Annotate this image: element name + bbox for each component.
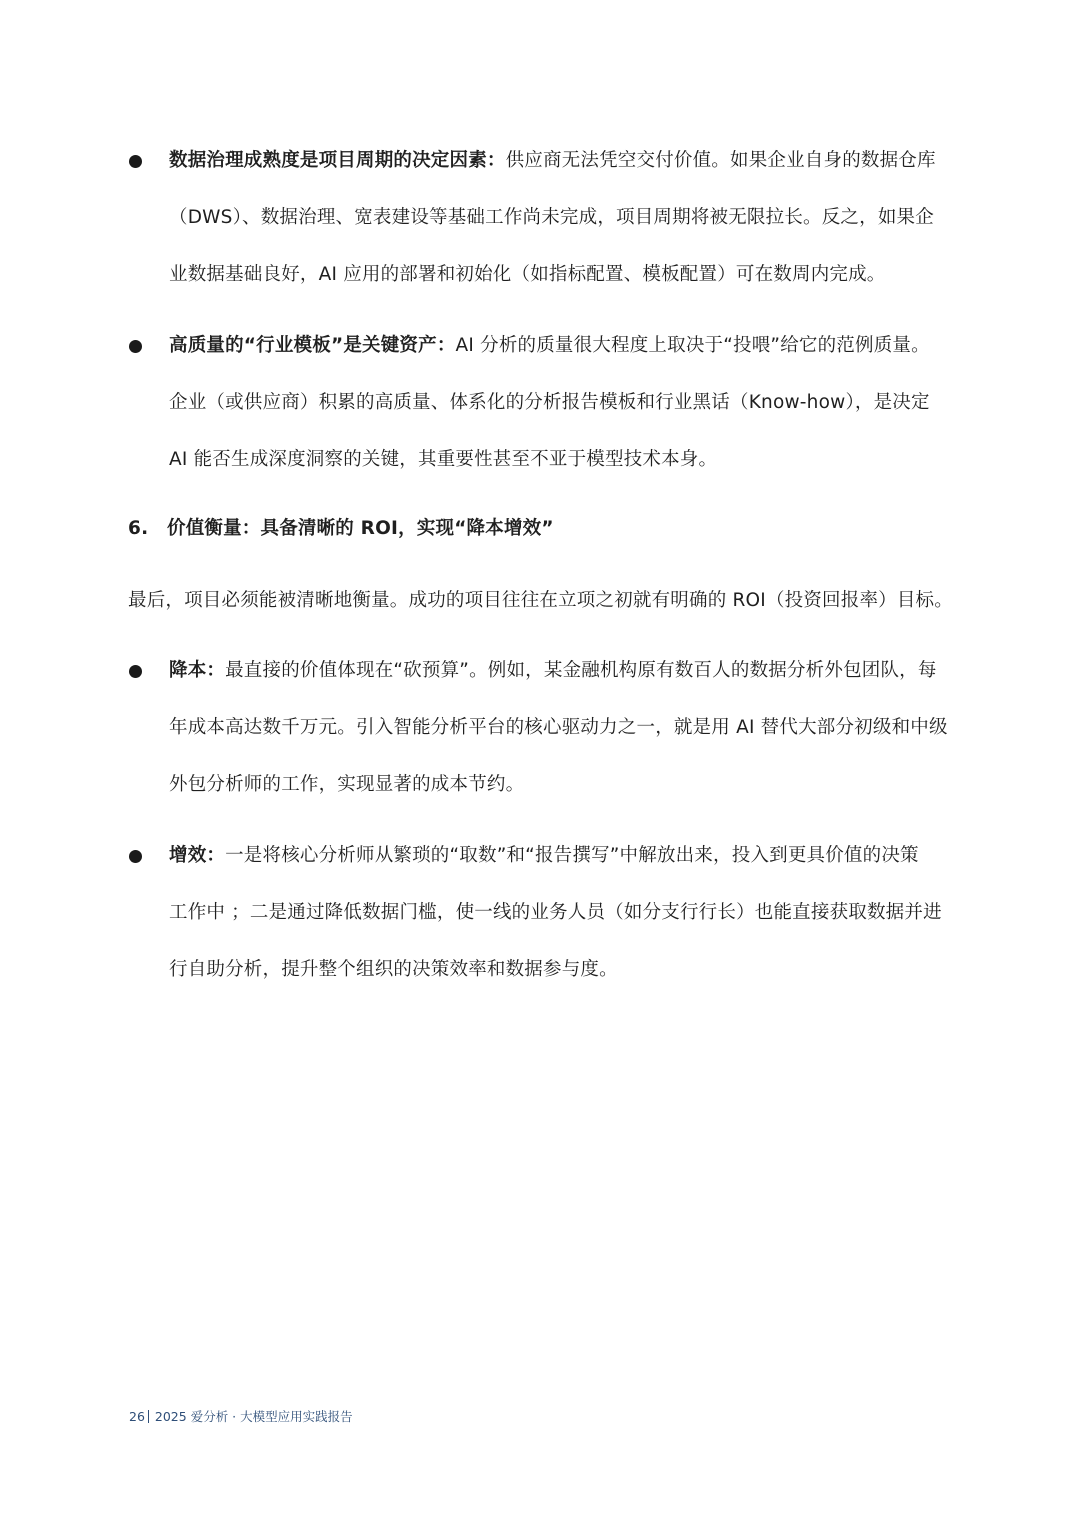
footer-divider <box>148 1410 149 1423</box>
bullet-line-3: 外包分析师的工作，实现显著的成本节约。 <box>169 774 525 795</box>
bullet-line-1 <box>169 658 937 684</box>
intro-paragraph: 最后，项目必须能被清晰地衡量。成功的项目往往在立项之初就有明确的 ROI（投资回报率）目标。 <box>128 590 953 611</box>
bullet-line-1 <box>169 333 930 359</box>
bullet-lead: 降本： <box>169 660 226 681</box>
page-footer <box>129 1407 353 1425</box>
bullet-lead: 增效： <box>169 845 226 866</box>
section-heading: 6. 价值衡量：具备清晰的 ROI，实现“降本增效” <box>128 518 554 539</box>
bullet-line-1 <box>169 148 936 174</box>
bullet-lead: 数据治理成熟度是项目周期的决定因素： <box>169 150 506 171</box>
bullet-line-1 <box>169 843 919 869</box>
bullet-text: AI 分析的质量很大程度上取决于“投喂”给它的范例质量。 <box>455 335 930 356</box>
bullet-dot <box>129 155 142 168</box>
bullet-lead: 高质量的“行业模板”是关键资产： <box>169 335 456 356</box>
bullet-dot <box>129 850 142 863</box>
bullet-line-2: 企业（或供应商）积累的高质量、体系化的分析报告模板和行业黑话（Know-how），是决定 <box>169 392 930 413</box>
bullet-line-2: （DWS）、数据治理、宽表建设等基础工作尚未完成，项目周期将被无限拉长。反之，如果企 <box>169 207 934 228</box>
bullet-dot <box>129 665 142 678</box>
bullet-line-3: 行自助分析，提升整个组织的决策效率和数据参与度。 <box>169 959 618 980</box>
bullet-dot <box>129 340 142 353</box>
bullet-line-2: 工作中 ；二是通过降低数据门槛，使一线的业务人员（如分支行行长）也能直接获取数据并进 <box>169 902 942 923</box>
bullet-text: 最直接的价值体现在“砍预算”。例如，某金融机构原有数百人的数据分析外包团队，每 <box>225 660 937 681</box>
bullet-line-3: AI 能否生成深度洞察的关键，其重要性甚至不亚于模型技术本身。 <box>169 449 718 470</box>
report-title: 2025 爱分析 · 大模型应用实践报告 <box>154 1409 353 1424</box>
bullet-text: 一是将核心分析师从繁琐的“取数”和“报告撰写”中解放出来，投入到更具价值的决策 <box>225 845 919 866</box>
page-number: 26 <box>129 1409 145 1424</box>
bullet-line-2: 年成本高达数千万元。引入智能分析平台的核心驱动力之一，就是用 AI 替代大部分初级和中级 <box>169 717 948 738</box>
bullet-text: 供应商无法凭空交付价值。如果企业自身的数据仓库 <box>505 150 936 171</box>
bullet-line-3: 业数据基础良好，AI 应用的部署和初始化（如指标配置、模板配置）可在数周内完成。 <box>169 264 886 285</box>
